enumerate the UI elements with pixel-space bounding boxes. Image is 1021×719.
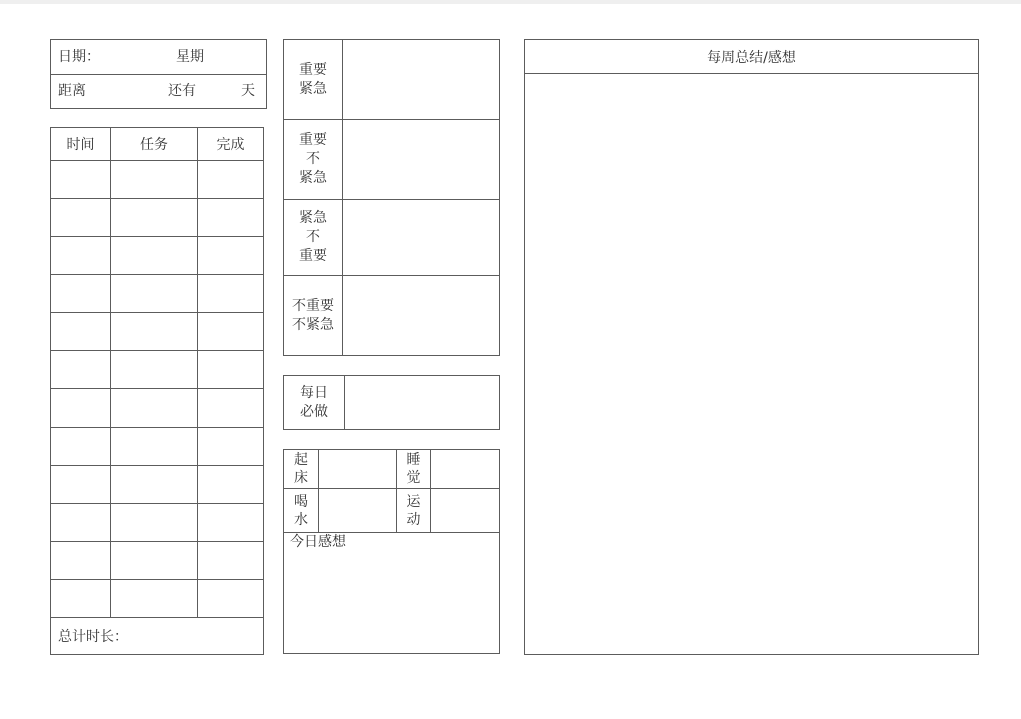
task-name-cell: [111, 351, 198, 389]
quadrant-notes-urgent-not-important: [343, 200, 499, 276]
daily-must-notes: [345, 376, 499, 429]
quadrant-label-important-urgent: 重要 紧急: [284, 40, 343, 120]
quadrant-notes-not-important-not-urgent: [343, 276, 499, 355]
task-name-cell: [111, 199, 198, 237]
remaining-label: 还有: [168, 83, 196, 99]
task-done-cell: [198, 389, 263, 427]
date-box: [50, 39, 267, 109]
task-time-cell: [51, 504, 111, 542]
habit-label-wake-up: 起 床: [284, 450, 319, 489]
task-time-cell: [51, 389, 111, 427]
task-name-cell: [111, 313, 198, 351]
task-name-cell: [111, 161, 198, 199]
task-time-cell: [51, 199, 111, 237]
total-duration-label: 总计时长：: [58, 628, 128, 645]
task-time-cell: [51, 542, 111, 580]
distance-label: 距离: [58, 83, 86, 99]
task-time-cell: [51, 237, 111, 275]
task-name-cell: [111, 237, 198, 275]
habit-value-wake-up: [319, 450, 397, 489]
task-done-cell: [198, 161, 263, 199]
task-time-cell: [51, 428, 111, 466]
task-done-cell: [198, 466, 263, 504]
task-done-cell: [198, 542, 263, 580]
weekly-summary-box: [524, 39, 979, 655]
task-time-cell: [51, 351, 111, 389]
habit-value-exercise: [431, 489, 499, 533]
task-total-row: [51, 618, 263, 654]
task-name-cell: [111, 275, 198, 313]
task-table: [50, 127, 264, 655]
date-row: [51, 40, 266, 74]
task-name-cell: [111, 466, 198, 504]
task-done-cell: [198, 428, 263, 466]
task-time-cell: [51, 275, 111, 313]
task-time-cell: [51, 161, 111, 199]
daily-must-box: [283, 375, 500, 430]
task-name-cell: [111, 389, 198, 427]
task-name-cell: [111, 504, 198, 542]
task-done-cell: [198, 504, 263, 542]
quadrant-notes-important-urgent: [343, 40, 499, 120]
task-done-cell: [198, 580, 263, 618]
task-name-cell: [111, 542, 198, 580]
habit-label-exercise: 运 动: [397, 489, 431, 533]
column-header-time: 时间: [51, 128, 111, 161]
weekly-summary-title: 每周总结/感想: [525, 40, 978, 74]
task-done-cell: [198, 313, 263, 351]
date-label: 日期：: [58, 49, 100, 65]
habit-label-sleep: 睡 觉: [397, 450, 431, 489]
countdown-row: [51, 74, 266, 108]
column-header-done: 完成: [198, 128, 263, 161]
task-done-cell: [198, 275, 263, 313]
task-name-cell: [111, 580, 198, 618]
priority-matrix: [283, 39, 500, 356]
weekly-summary-notes: [525, 74, 978, 654]
task-time-cell: [51, 313, 111, 351]
task-name-cell: [111, 428, 198, 466]
habits-box: [283, 449, 500, 654]
quadrant-notes-important-not-urgent: [343, 120, 499, 200]
column-header-task: 任务: [111, 128, 198, 161]
task-done-cell: [198, 199, 263, 237]
habit-value-sleep: [431, 450, 499, 489]
task-done-cell: [198, 351, 263, 389]
days-label: 天: [241, 83, 255, 99]
task-done-cell: [198, 237, 263, 275]
quadrant-label-not-important-not-urgent: 不重要 不紧急: [284, 276, 343, 355]
quadrant-label-important-not-urgent: 重要 不 紧急: [284, 120, 343, 200]
task-time-cell: [51, 580, 111, 618]
top-strip: [0, 0, 1021, 4]
quadrant-label-urgent-not-important: 紧急 不 重要: [284, 200, 343, 276]
habit-label-water: 喝 水: [284, 489, 319, 533]
habit-value-water: [319, 489, 397, 533]
daily-reflection-label: 今日感想: [290, 534, 346, 550]
weekday-label: 星期: [176, 49, 204, 65]
daily-must-label: 每日 必做: [284, 376, 345, 429]
task-time-cell: [51, 466, 111, 504]
daily-reflection-area: [284, 533, 499, 653]
